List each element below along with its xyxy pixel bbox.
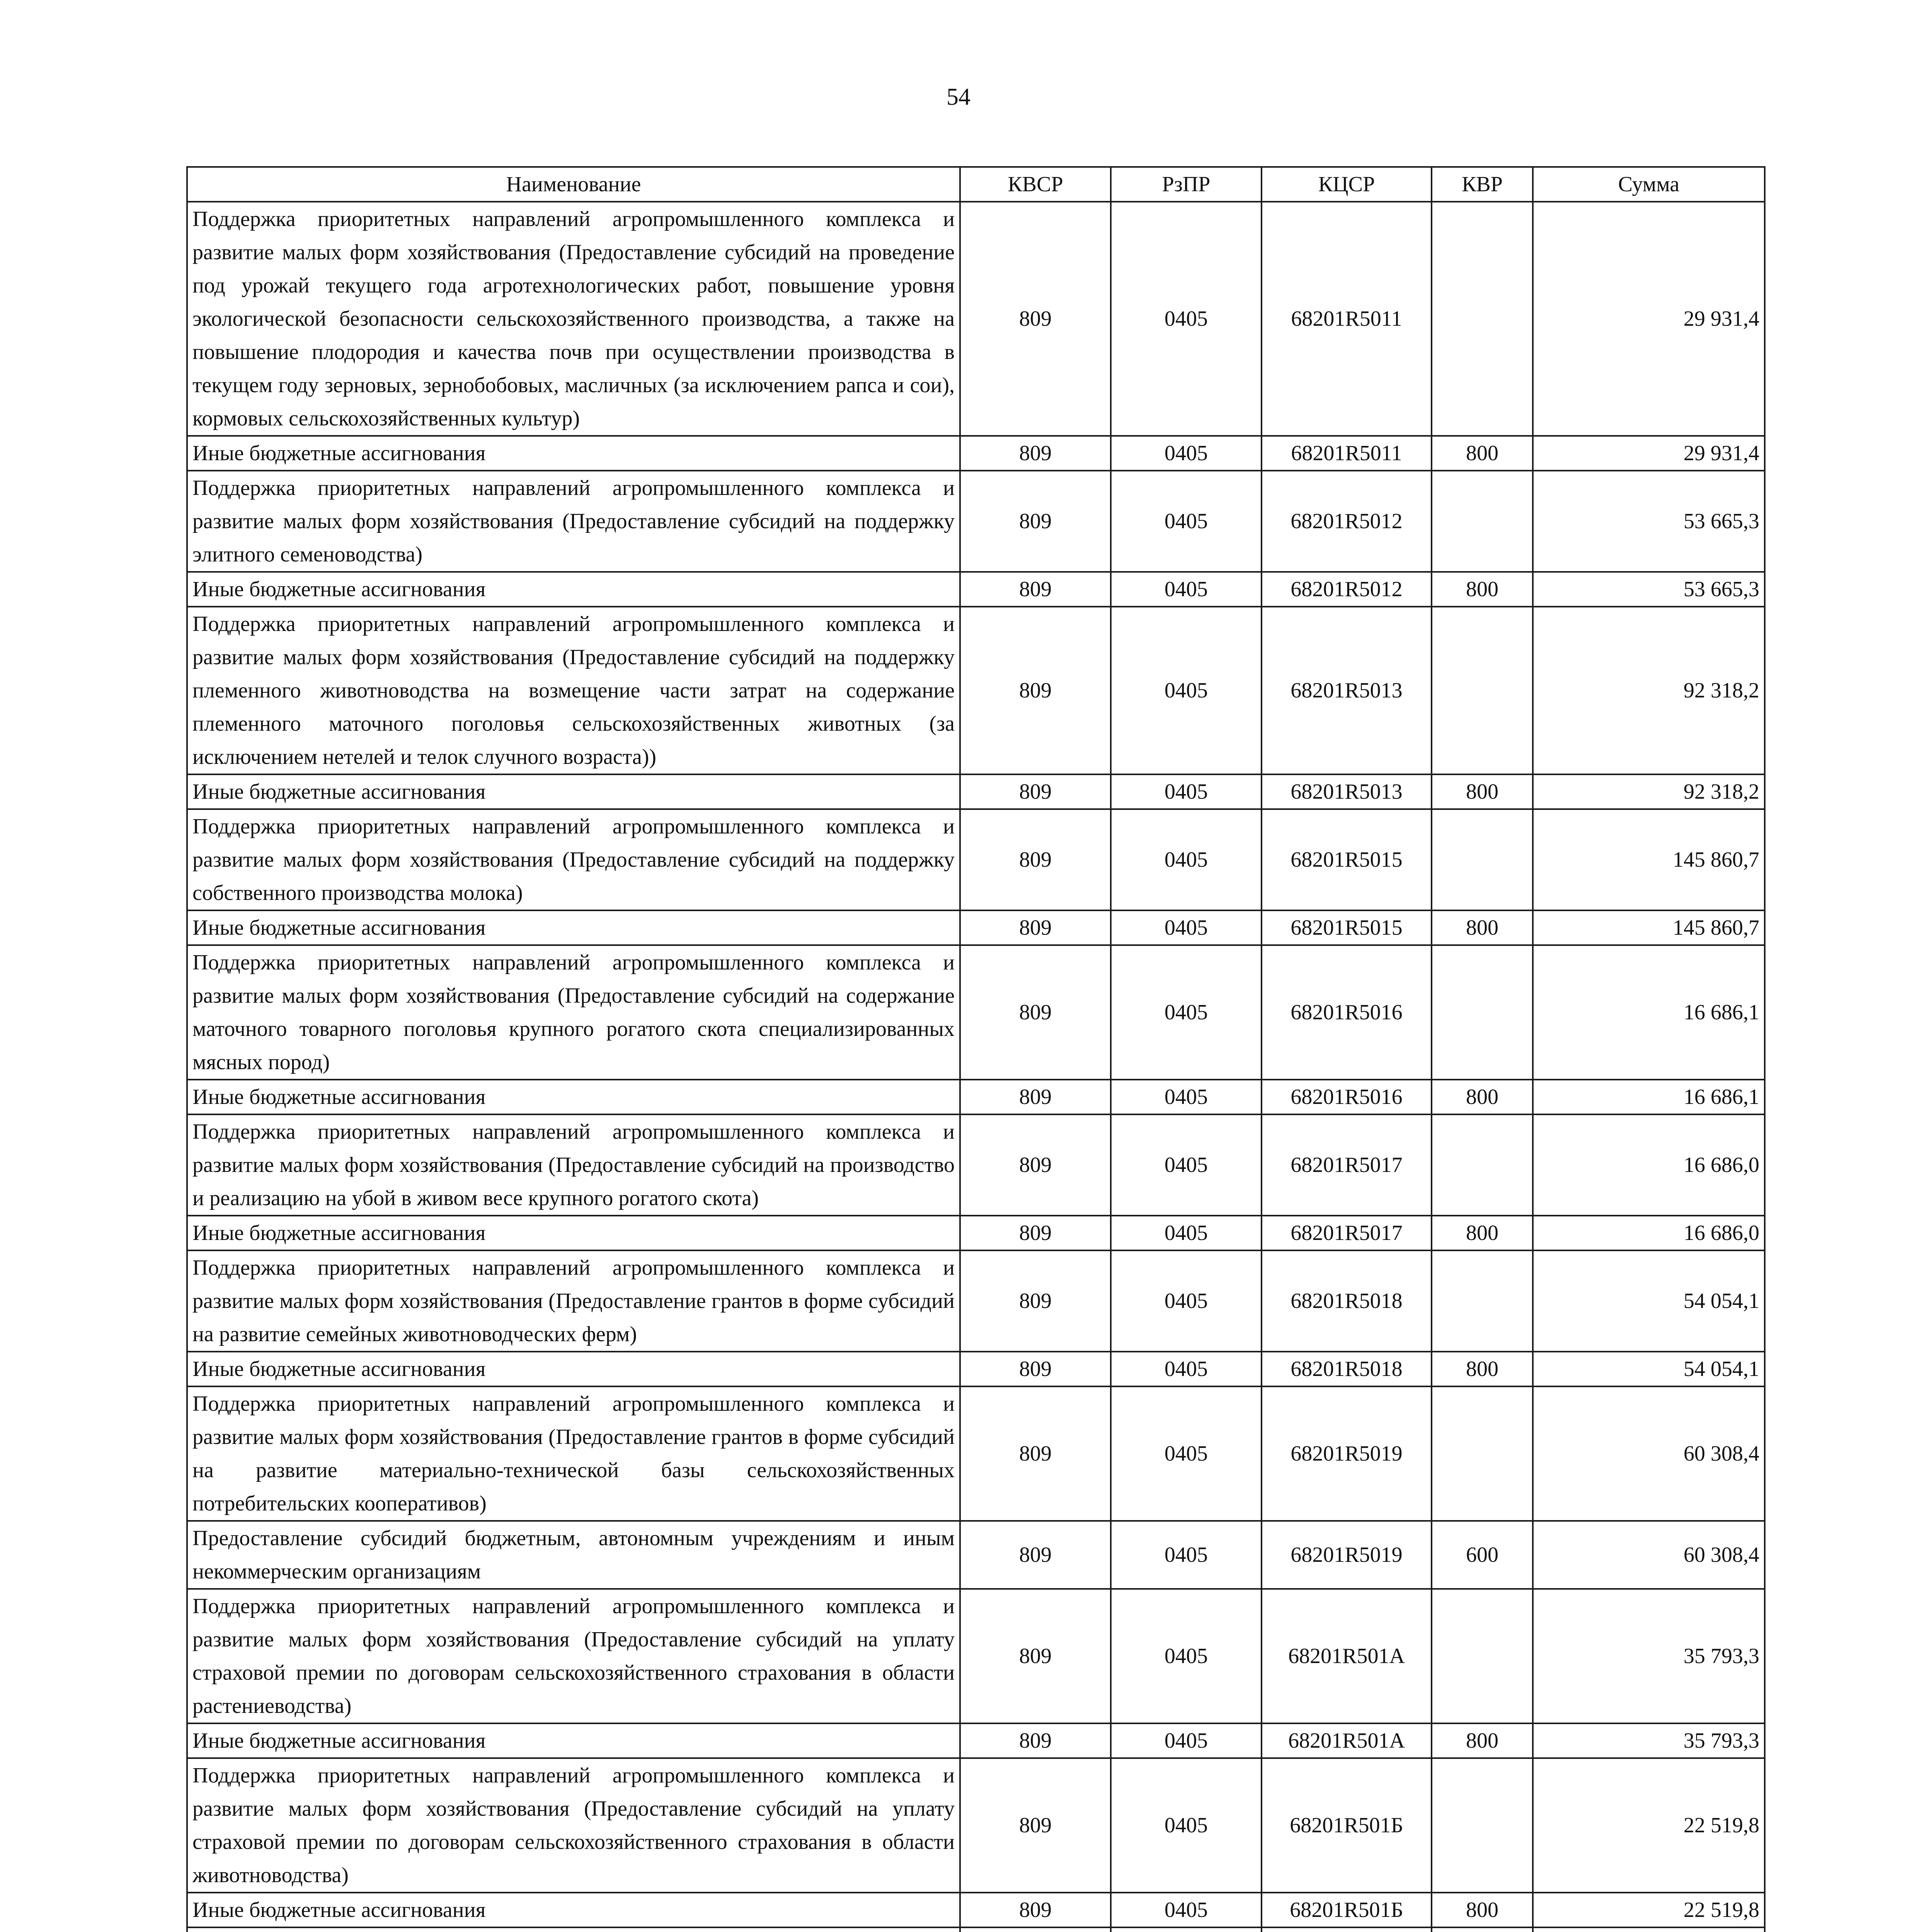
row-sum-cell: 16 686,1 <box>1533 1080 1765 1114</box>
row-name-cell: Поддержка приоритетных направлений агропромышленного комплекса и развитие малых форм хозяйствования (Предоставление грантов в форме субсидий на развитие материально-технической базы сельскохозяйственных потребительских кооперативов) <box>187 1386 960 1521</box>
row-rzpr-cell: 0405 <box>1111 910 1262 945</box>
row-rzpr-cell: 0405 <box>1111 945 1262 1080</box>
row-rzpr-cell: 0405 <box>1111 471 1262 572</box>
row-rzpr-cell <box>1111 1927 1262 1932</box>
row-kvsr-cell: 809 <box>960 471 1111 572</box>
row-kvsr-cell: 809 <box>960 910 1111 945</box>
row-kvsr-cell: 809 <box>960 945 1111 1080</box>
row-kvr-cell <box>1432 202 1533 436</box>
row-kvr-cell: 800 <box>1432 436 1533 471</box>
row-sum-cell <box>1533 1927 1765 1932</box>
table-row <box>187 436 1765 471</box>
row-kcsr-cell: 68201R5013 <box>1262 774 1432 809</box>
row-name-cell: Поддержка приоритетных направлений агропромышленного комплекса и развитие малых форм хозяйствования (Предоставление субсидий на уплату страховой премии по договорам сельскохозяйственного страхования в области растениеводства) <box>187 1589 960 1723</box>
row-sum-cell: 29 931,4 <box>1533 202 1765 436</box>
row-rzpr-cell: 0405 <box>1111 1216 1262 1250</box>
row-sum-cell: 60 308,4 <box>1533 1386 1765 1521</box>
row-kvsr-cell: 809 <box>960 1521 1111 1589</box>
row-name-cell: Поддержка приоритетных направлений агропромышленного комплекса и развитие малых форм хозяйствования (Предоставление субсидий на уплату страховой премии по договорам сельскохозяйственного страхования в области животноводства) <box>187 1758 960 1893</box>
row-kcsr-cell: 68201R501A <box>1262 1723 1432 1758</box>
row-kcsr-cell: 68201R5016 <box>1262 1080 1432 1114</box>
table-row <box>187 1080 1765 1114</box>
row-sum-cell: 54 054,1 <box>1533 1250 1765 1352</box>
row-kvr-cell <box>1432 1386 1533 1521</box>
row-rzpr-cell: 0405 <box>1111 607 1262 774</box>
row-name-cell: Предоставление субсидий бюджетным, автономным учреждениям и иным некоммерческим организациям <box>187 1521 960 1589</box>
row-kvr-cell <box>1432 945 1533 1080</box>
table-row <box>187 1250 1765 1352</box>
row-sum-cell: 22 519,8 <box>1533 1893 1765 1927</box>
row-rzpr-cell: 0405 <box>1111 1114 1262 1216</box>
row-rzpr-cell: 0405 <box>1111 809 1262 910</box>
row-name-cell: Иные бюджетные ассигнования <box>187 1080 960 1114</box>
table-row <box>187 1114 1765 1216</box>
row-kvsr-cell: 809 <box>960 607 1111 774</box>
table-row <box>187 774 1765 809</box>
row-sum-cell: 16 686,1 <box>1533 945 1765 1080</box>
row-name-cell: Поддержка приоритетных направлений агропромышленного комплекса и развитие малых форм хозяйствования (Предоставление субсидий на проведение под урожай текущего года агротехнологических работ, повышение уровня экологической безопасности сельскохозяйственного производства, а также на повышение плодородия и качества почв при осуществлении производства в текущем году зерновых, зернобобовых, масличных (за исключением рапса и сои), кормовых сельскохозяйственных культур) <box>187 202 960 436</box>
table-row <box>187 1723 1765 1758</box>
row-name-cell: Поддержка приоритетных направлений агропромышленного комплекса и развитие малых форм хозяйствования (Предоставление субсидий на содержание маточного товарного поголовья крупного рогатого скота специализированных мясных пород) <box>187 945 960 1080</box>
row-kvsr-cell: 809 <box>960 1758 1111 1893</box>
row-kvsr-cell: 809 <box>960 1893 1111 1927</box>
row-kcsr-cell: 68201R501Б <box>1262 1893 1432 1927</box>
row-rzpr-cell: 0405 <box>1111 1893 1262 1927</box>
row-kcsr-cell: 68201R5011 <box>1262 436 1432 471</box>
row-kvr-cell <box>1432 1758 1533 1893</box>
row-kcsr-cell: 68201R5015 <box>1262 809 1432 910</box>
row-kcsr-cell: 68201R5011 <box>1262 202 1432 436</box>
table-row <box>187 945 1765 1080</box>
table-row <box>187 572 1765 607</box>
row-rzpr-cell: 0405 <box>1111 1758 1262 1893</box>
header-rzpr: РзПР <box>1111 167 1262 202</box>
row-sum-cell: 145 860,7 <box>1533 809 1765 910</box>
row-kvr-cell <box>1432 1589 1533 1723</box>
row-kvsr-cell: 809 <box>960 1386 1111 1521</box>
budget-table-body <box>187 202 1765 1932</box>
row-kcsr-cell: 68201R5019 <box>1262 1386 1432 1521</box>
row-kcsr-cell: 68201R5016 <box>1262 945 1432 1080</box>
table-row <box>187 202 1765 436</box>
row-name-cell: Иные бюджетные ассигнования <box>187 1723 960 1758</box>
row-rzpr-cell: 0405 <box>1111 202 1262 436</box>
row-kvsr-cell: 809 <box>960 1114 1111 1216</box>
row-sum-cell: 29 931,4 <box>1533 436 1765 471</box>
row-kvr-cell: 800 <box>1432 774 1533 809</box>
row-name-cell: Поддержка приоритетных направлений агропромышленного комплекса и развитие малых форм хозяйствования (Предоставление субсидий на производство и реализацию на убой в живом весе крупного рогатого скота) <box>187 1114 960 1216</box>
row-kvr-cell <box>1432 607 1533 774</box>
row-kvr-cell: 800 <box>1432 1352 1533 1386</box>
table-row <box>187 1352 1765 1386</box>
row-sum-cell: 16 686,0 <box>1533 1114 1765 1216</box>
row-name-cell: Иные бюджетные ассигнования <box>187 774 960 809</box>
row-kvr-cell: 800 <box>1432 572 1533 607</box>
row-name-cell: Иные бюджетные ассигнования <box>187 436 960 471</box>
row-rzpr-cell: 0405 <box>1111 1723 1262 1758</box>
row-rzpr-cell: 0405 <box>1111 1250 1262 1352</box>
row-kcsr-cell: 68201R5018 <box>1262 1352 1432 1386</box>
row-sum-cell: 92 318,2 <box>1533 607 1765 774</box>
row-sum-cell: 92 318,2 <box>1533 774 1765 809</box>
row-rzpr-cell: 0405 <box>1111 572 1262 607</box>
row-name-cell: Иные бюджетные ассигнования <box>187 1352 960 1386</box>
row-kvsr-cell: 809 <box>960 572 1111 607</box>
header-kcsr: КЦСР <box>1262 167 1432 202</box>
row-kvr-cell <box>1432 471 1533 572</box>
row-kvr-cell <box>1432 1250 1533 1352</box>
row-name-cell: Поддержка приоритетных направлений агропромышленного комплекса и развитие малых форм хозяйствования (Предоставление субсидий на поддержку элитного семеноводства) <box>187 471 960 572</box>
row-kcsr-cell: 68201R501A <box>1262 1589 1432 1723</box>
header-kvsr: КВСР <box>960 167 1111 202</box>
table-row <box>187 1521 1765 1589</box>
row-kvr-cell: 800 <box>1432 1080 1533 1114</box>
row-kvsr-cell: 809 <box>960 1080 1111 1114</box>
row-name-cell: Поддержка приоритетных направлений агропромышленного комплекса и развитие малых форм хозяйствования (Предоставление субсидий на поддержку племенного животноводства на возмещение части затрат на содержание племенного маточного поголовья сельскохозяйственных животных (за исключением нетелей и телок случного возраста)) <box>187 607 960 774</box>
row-kvsr-cell: 809 <box>960 1723 1111 1758</box>
row-kcsr-cell: 68201R5015 <box>1262 910 1432 945</box>
row-kcsr-cell: 68201R5019 <box>1262 1521 1432 1589</box>
row-kvr-cell: 800 <box>1432 1893 1533 1927</box>
header-name: Наименование <box>187 167 960 202</box>
row-sum-cell: 35 793,3 <box>1533 1723 1765 1758</box>
row-kvsr-cell: 809 <box>960 1250 1111 1352</box>
row-name-cell: Иные бюджетные ассигнования <box>187 910 960 945</box>
table-row <box>187 1927 1765 1932</box>
row-name-cell: Иные бюджетные ассигнования <box>187 1216 960 1250</box>
row-sum-cell: 22 519,8 <box>1533 1758 1765 1893</box>
row-rzpr-cell: 0405 <box>1111 774 1262 809</box>
row-kvsr-cell: 809 <box>960 809 1111 910</box>
row-rzpr-cell: 0405 <box>1111 1521 1262 1589</box>
row-name-cell <box>187 1927 960 1932</box>
row-name-cell: Иные бюджетные ассигнования <box>187 1893 960 1927</box>
row-name-cell: Поддержка приоритетных направлений агропромышленного комплекса и развитие малых форм хозяйствования (Предоставление грантов в форме субсидий на развитие семейных животноводческих ферм) <box>187 1250 960 1352</box>
row-rzpr-cell: 0405 <box>1111 1386 1262 1521</box>
header-kvr: КВР <box>1432 167 1533 202</box>
row-kvsr-cell: 809 <box>960 1216 1111 1250</box>
table-row <box>187 607 1765 774</box>
table-header-row <box>187 167 1765 202</box>
row-kvr-cell: 800 <box>1432 1216 1533 1250</box>
table-row <box>187 1216 1765 1250</box>
table-row <box>187 809 1765 910</box>
row-name-cell: Поддержка приоритетных направлений агропромышленного комплекса и развитие малых форм хозяйствования (Предоставление субсидий на поддержку собственного производства молока) <box>187 809 960 910</box>
row-kcsr-cell <box>1262 1927 1432 1932</box>
row-kvsr-cell: 809 <box>960 774 1111 809</box>
page-number: 54 <box>947 84 970 110</box>
row-rzpr-cell: 0405 <box>1111 436 1262 471</box>
row-kvr-cell <box>1432 809 1533 910</box>
row-sum-cell: 16 686,0 <box>1533 1216 1765 1250</box>
row-sum-cell: 53 665,3 <box>1533 572 1765 607</box>
row-kcsr-cell: 68201R5013 <box>1262 607 1432 774</box>
row-kcsr-cell: 68201R5017 <box>1262 1216 1432 1250</box>
table-row <box>187 1386 1765 1521</box>
table-row <box>187 1758 1765 1893</box>
table-row <box>187 1893 1765 1927</box>
row-kvr-cell: 600 <box>1432 1521 1533 1589</box>
table-row <box>187 1589 1765 1723</box>
row-kcsr-cell: 68201R5018 <box>1262 1250 1432 1352</box>
row-kvr-cell: 800 <box>1432 1723 1533 1758</box>
row-kvsr-cell: 809 <box>960 436 1111 471</box>
row-sum-cell: 35 793,3 <box>1533 1589 1765 1723</box>
row-kcsr-cell: 68201R5012 <box>1262 471 1432 572</box>
row-sum-cell: 54 054,1 <box>1533 1352 1765 1386</box>
row-kcsr-cell: 68201R5012 <box>1262 572 1432 607</box>
table-row <box>187 471 1765 572</box>
row-sum-cell: 53 665,3 <box>1533 471 1765 572</box>
row-kcsr-cell: 68201R501Б <box>1262 1758 1432 1893</box>
row-rzpr-cell: 0405 <box>1111 1080 1262 1114</box>
row-kvsr-cell: 809 <box>960 1352 1111 1386</box>
header-sum: Сумма <box>1533 167 1765 202</box>
row-sum-cell: 60 308,4 <box>1533 1521 1765 1589</box>
row-kvr-cell <box>1432 1927 1533 1932</box>
row-sum-cell: 145 860,7 <box>1533 910 1765 945</box>
row-kvsr-cell <box>960 1927 1111 1932</box>
row-name-cell: Иные бюджетные ассигнования <box>187 572 960 607</box>
row-kvsr-cell: 809 <box>960 202 1111 436</box>
row-kvr-cell <box>1432 1114 1533 1216</box>
row-rzpr-cell: 0405 <box>1111 1352 1262 1386</box>
row-rzpr-cell: 0405 <box>1111 1589 1262 1723</box>
row-kvsr-cell: 809 <box>960 1589 1111 1723</box>
row-kcsr-cell: 68201R5017 <box>1262 1114 1432 1216</box>
table-row <box>187 910 1765 945</box>
budget-table <box>186 166 1765 1932</box>
row-kvr-cell: 800 <box>1432 910 1533 945</box>
